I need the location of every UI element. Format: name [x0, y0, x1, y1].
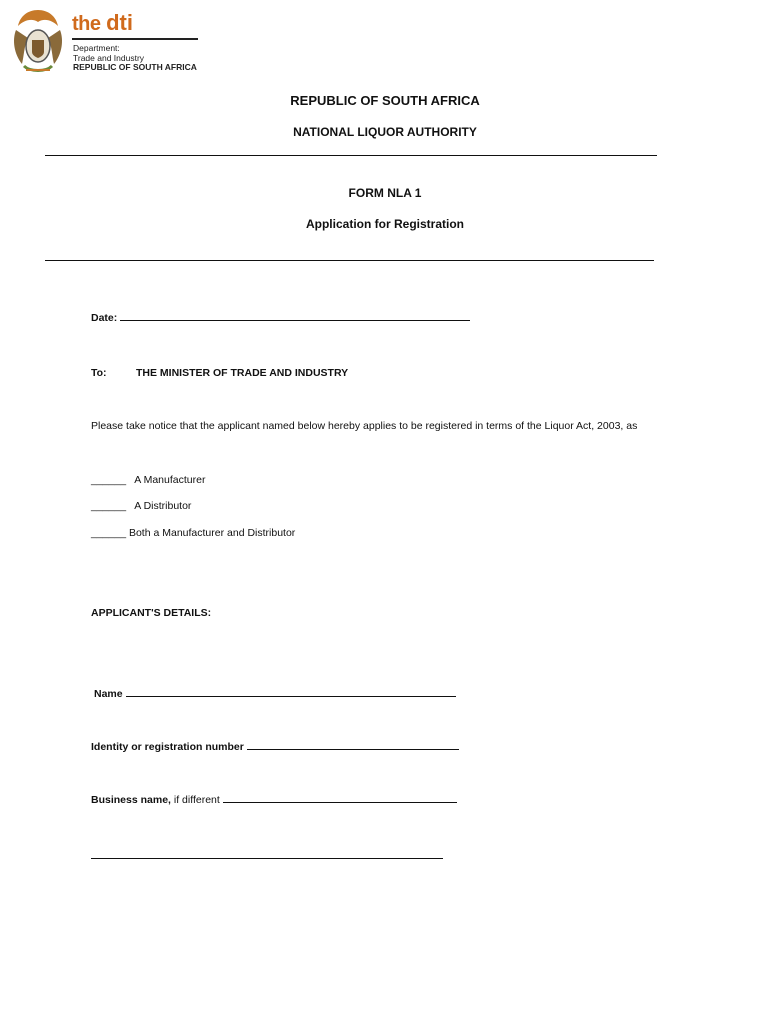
- option-label: A Distributor: [134, 500, 192, 512]
- business-field[interactable]: [223, 792, 457, 803]
- dept-line-1: Department:: [73, 43, 120, 53]
- business-continuation: [91, 846, 443, 864]
- applicant-heading: APPLICANT'S DETAILS:: [91, 607, 212, 619]
- to-value: THE MINISTER OF TRADE AND INDUSTRY: [136, 367, 349, 379]
- id-field[interactable]: [247, 739, 459, 750]
- country-title: REPUBLIC OF SOUTH AFRICA: [290, 93, 480, 108]
- id-row: [91, 739, 459, 753]
- option-label: Both a Manufacturer and Distributor: [128, 527, 296, 539]
- business-field-line-2[interactable]: [91, 848, 443, 859]
- dept-line-3: REPUBLIC OF SOUTH AFRICA: [73, 62, 197, 72]
- option-manufacturer[interactable]: [91, 474, 205, 486]
- name-row: [94, 686, 456, 700]
- title-divider-1: [45, 155, 657, 156]
- authority-title: NATIONAL LIQUOR AUTHORITY: [293, 125, 477, 139]
- logo-divider: [72, 38, 198, 40]
- date-row: [91, 310, 470, 324]
- coat-of-arms-icon: [10, 6, 66, 76]
- business-row: [91, 792, 457, 806]
- date-field[interactable]: [120, 310, 470, 321]
- form-number: FORM NLA 1: [348, 186, 422, 200]
- dti-logo: [72, 12, 133, 35]
- logo-the: the: [72, 13, 101, 35]
- id-label: Identity or registration number: [91, 741, 244, 753]
- option-blank[interactable]: ______: [91, 527, 127, 539]
- option-both[interactable]: [91, 527, 295, 539]
- name-label: Name: [94, 688, 123, 700]
- notice-text: Please take notice that the applicant named below hereby applies to be registered in terms of the Liquor Act, 2003, as: [91, 420, 638, 432]
- business-label: Business name,: [91, 794, 171, 806]
- name-field[interactable]: [126, 686, 456, 697]
- option-blank[interactable]: ______: [91, 474, 127, 486]
- option-label: A Manufacturer: [134, 474, 206, 486]
- logo-dti: dti: [106, 10, 133, 35]
- option-blank[interactable]: ______: [91, 500, 127, 512]
- form-name: Application for Registration: [305, 217, 464, 231]
- title-divider-2: [45, 260, 654, 261]
- to-label: To:: [91, 367, 107, 379]
- date-label: Date:: [91, 312, 118, 324]
- business-suffix: if different: [173, 794, 220, 806]
- option-distributor[interactable]: [91, 500, 191, 512]
- dept-line-2: Trade and Industry: [73, 53, 145, 63]
